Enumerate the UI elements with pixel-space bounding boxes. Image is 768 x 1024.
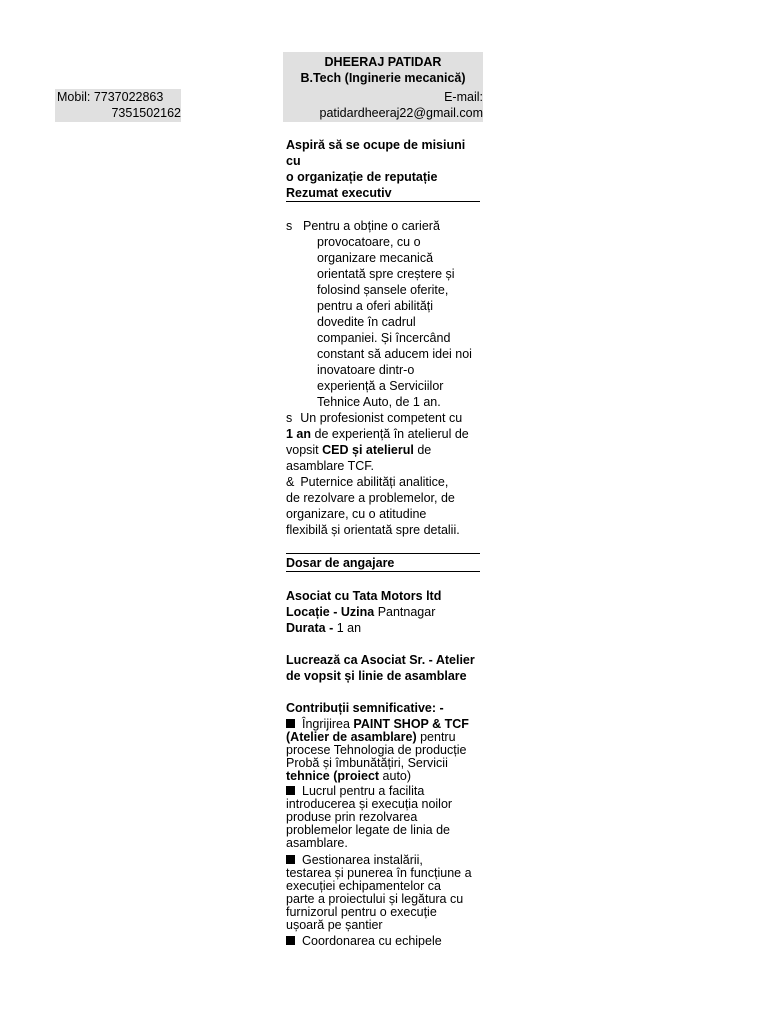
- duration: [286, 620, 480, 636]
- contribution-text: problemelor legate de linia de: [286, 823, 450, 837]
- bullet-3-text: de rezolvare a problemelor, de: [286, 491, 455, 505]
- location: [286, 604, 480, 620]
- contribution-text: Lucrul pentru a facilita: [302, 784, 425, 798]
- contribution-bold: PAINT SHOP & TCF: [353, 717, 469, 731]
- contribution-text: auto): [379, 769, 412, 783]
- resume-header: [283, 52, 483, 122]
- bullet-1-line: organizare mecanică: [317, 251, 434, 265]
- contribution-text: procese Tehnologia de producție: [286, 743, 467, 757]
- contribution-text: parte a proiectului și legătura cu: [286, 892, 464, 906]
- contributions-heading: Contribuții semnificative: -: [286, 701, 444, 715]
- duration-value: 1 an: [333, 621, 362, 635]
- square-bullet-icon: [286, 936, 295, 945]
- bullet-3-text: Puternice abilități analitice,: [300, 475, 449, 489]
- contribution-text: Probă și îmbunătățiri, Servicii: [286, 756, 448, 770]
- duration-label: Durata -: [286, 621, 334, 635]
- objective-line-1: Aspiră să se ocupe de misiuni cu: [286, 138, 466, 168]
- bullet-marker: &: [286, 475, 295, 489]
- bullet-1-line: experiență a Serviciilor: [317, 379, 444, 393]
- bullet-1-line: inovatoare dintr-o: [317, 363, 415, 377]
- bullet-1-line: provocatoare, cu o: [317, 235, 421, 249]
- employment-heading: Dosar de angajare: [286, 553, 480, 572]
- candidate-degree: B.Tech (Inginerie mecanică): [300, 71, 466, 85]
- bullet-2-bold: CED și atelierul: [322, 443, 414, 457]
- bullet-2-text: vopsit: [286, 443, 323, 457]
- bullet-1-first-line: Pentru a obține o carieră: [303, 219, 440, 233]
- bullet-1-line: dovedite în cadrul: [317, 315, 416, 329]
- location-value: Pantnagar: [374, 605, 436, 619]
- bullet-2-text: de: [413, 443, 432, 457]
- main-column: [286, 137, 480, 948]
- bullet-1-line: constant să aducem idei noi: [317, 347, 472, 361]
- summary-bullet-3: [286, 474, 480, 538]
- bullet-1-line: companiei. Și încercând: [317, 331, 451, 345]
- bullet-3-text: organizare, cu o atitudine: [286, 507, 427, 521]
- role-line-2: de vopsit și linie de asamblare: [286, 669, 467, 683]
- contribution-bold: tehnice (proiect: [286, 769, 380, 783]
- objective-line-2: o organizație de reputație: [286, 170, 438, 184]
- bullet-2-text: de experiență în atelierul de: [311, 427, 469, 441]
- contribution-text: ușoară pe șantier: [286, 918, 383, 932]
- contribution-3: [286, 854, 480, 932]
- bullet-marker: s: [286, 411, 293, 425]
- phone-box: [55, 89, 181, 122]
- bullet-1-line: pentru a oferi abilități: [317, 299, 434, 313]
- mobile-number-2: 7351502162: [111, 106, 181, 120]
- contribution-text: execuției echipamentelor ca: [286, 879, 441, 893]
- bullet-3-text: flexibilă și orientată spre detalii.: [286, 523, 460, 537]
- contribution-text: introducerea și execuția noilor: [286, 797, 453, 811]
- bullet-marker: s: [286, 219, 293, 233]
- square-bullet-icon: [286, 719, 295, 728]
- location-label: Locație - Uzina: [286, 605, 375, 619]
- summary-bullet-2: [286, 410, 480, 474]
- company: Asociat cu Tata Motors ltd: [286, 589, 442, 603]
- contribution-text: produse prin rezolvarea: [286, 810, 418, 824]
- square-bullet-icon: [286, 855, 295, 864]
- contribution-1: [286, 718, 480, 783]
- contribution-text: Îngrijirea: [302, 717, 354, 731]
- square-bullet-icon: [286, 786, 295, 795]
- contribution-4: [286, 935, 480, 948]
- contribution-2: [286, 785, 480, 850]
- contribution-text: pentru: [416, 730, 456, 744]
- bullet-2-text: Un profesionist competent cu: [300, 411, 463, 425]
- contribution-text: Coordonarea cu echipele: [302, 934, 442, 948]
- summary-bullet-1: [286, 218, 480, 410]
- mobile-number: Mobil: 7737022863: [57, 90, 164, 104]
- bullet-2-text: asamblare TCF.: [286, 459, 374, 473]
- contribution-bold: (Atelier de asamblare): [286, 730, 417, 744]
- role-line-1: Lucrează ca Asociat Sr. - Atelier: [286, 653, 475, 667]
- email-label: E-mail:: [444, 90, 483, 104]
- candidate-name: DHEERAJ PATIDAR: [324, 55, 442, 69]
- bullet-1-line: Tehnice Auto, de 1 an.: [317, 395, 441, 409]
- bullet-2-bold: 1 an: [286, 427, 312, 441]
- contribution-text: Gestionarea instalării,: [302, 853, 423, 867]
- bullet-1-line: orientată spre creștere și: [317, 267, 455, 281]
- contribution-text: testarea și punerea în funcțiune a: [286, 866, 472, 880]
- bullet-1-line: folosind șansele oferite,: [317, 283, 449, 297]
- email-address: patidardheeraj22@gmail.com: [319, 106, 483, 120]
- summary-heading: Rezumat executiv: [286, 185, 480, 202]
- contribution-text: furnizorul pentru o execuție: [286, 905, 437, 919]
- contribution-text: asamblare.: [286, 836, 348, 850]
